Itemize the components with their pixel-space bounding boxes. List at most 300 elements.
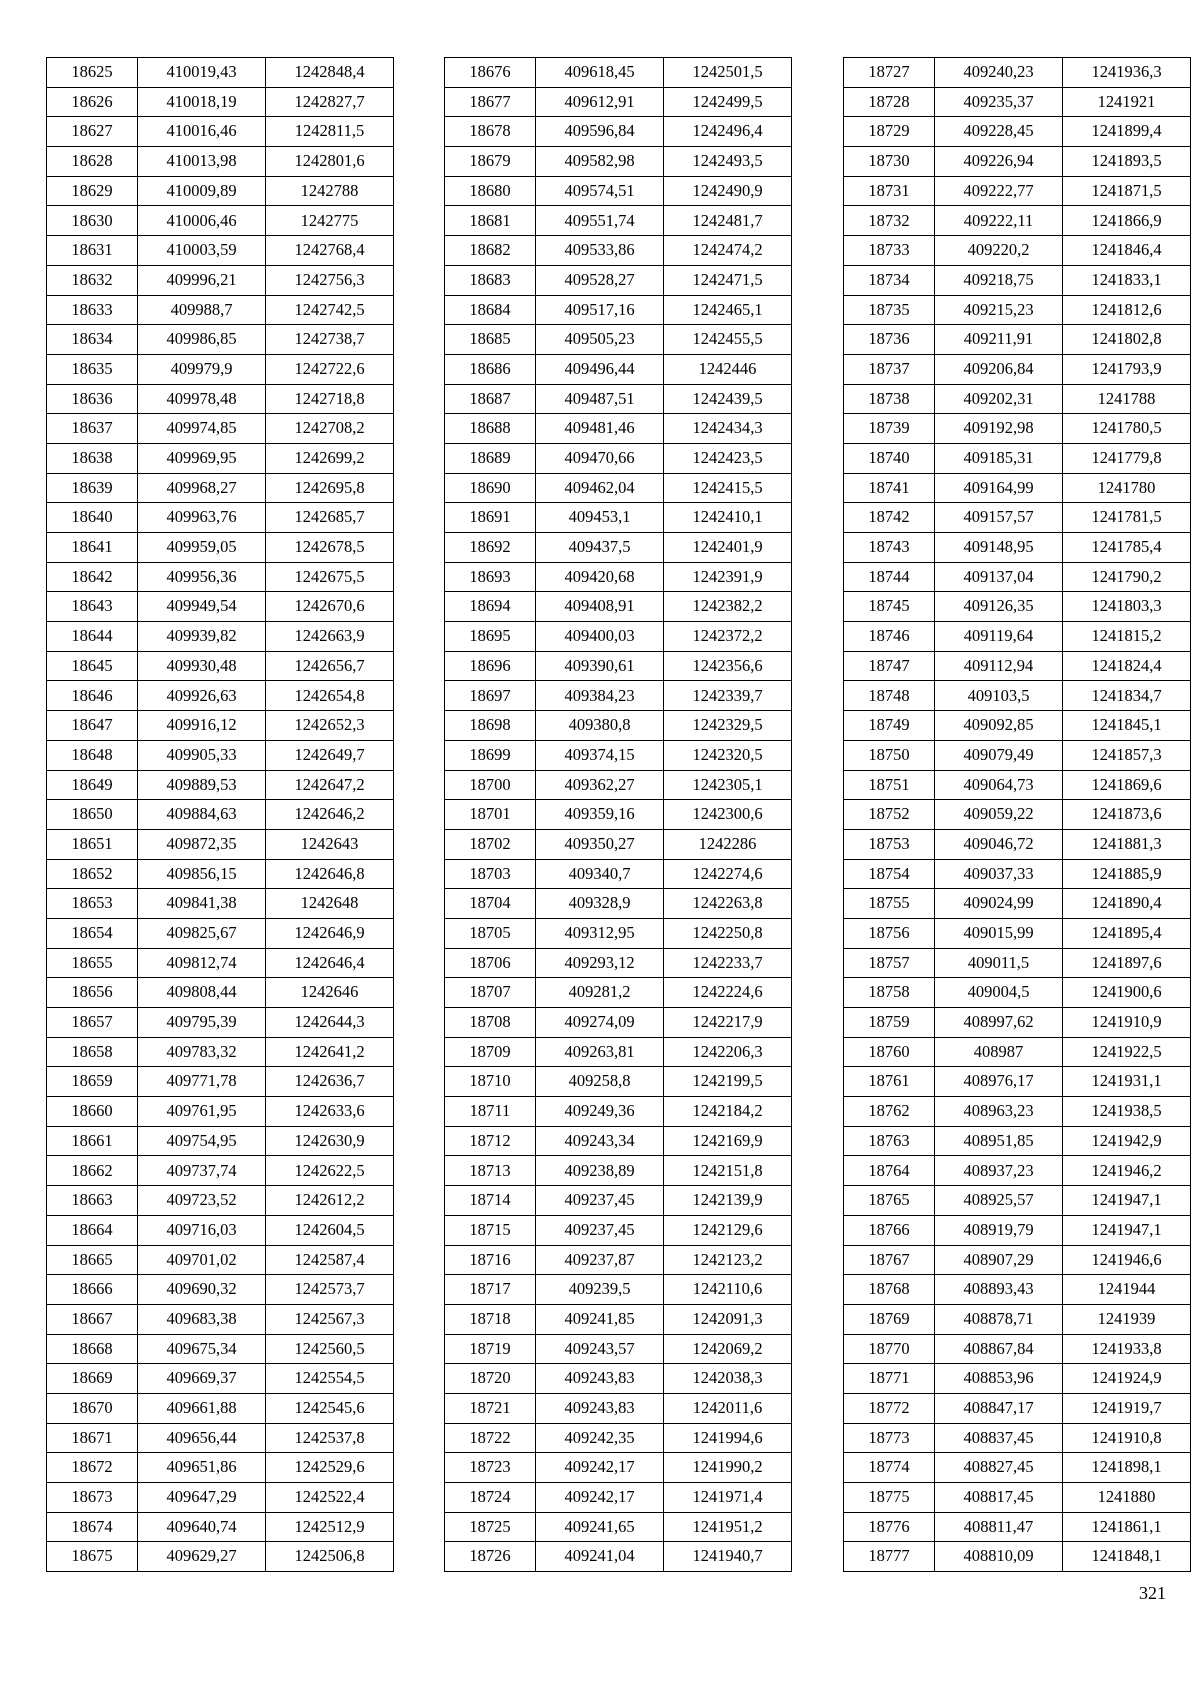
table-row [844,325,1191,355]
table-row [844,176,1191,206]
y-coordinate-cell: 1242678,5 [266,533,394,563]
point-number-cell: 18736 [844,325,935,355]
y-coordinate-cell: 1241951,2 [664,1512,792,1542]
table-row [844,948,1191,978]
x-coordinate-cell: 408847,17 [935,1393,1063,1423]
y-coordinate-cell: 1242356,6 [664,651,792,681]
x-coordinate-cell: 409487,51 [536,384,664,414]
x-coordinate-cell: 408997,62 [935,1008,1063,1038]
x-coordinate-cell: 409949,54 [138,592,266,622]
table-row [445,1542,792,1572]
y-coordinate-cell: 1241857,3 [1063,740,1191,770]
point-number-cell: 18669 [47,1364,138,1394]
x-coordinate-cell: 409241,85 [536,1304,664,1334]
y-coordinate-cell: 1241815,2 [1063,622,1191,652]
x-coordinate-cell: 409220,2 [935,236,1063,266]
y-coordinate-cell: 1242567,3 [266,1304,394,1334]
table-row [445,1156,792,1186]
x-coordinate-cell: 409618,45 [536,58,664,88]
table-row [844,1215,1191,1245]
table-row [844,1245,1191,1275]
point-number-cell: 18627 [47,117,138,147]
point-number-cell: 18747 [844,651,935,681]
table-row [445,1037,792,1067]
table-row [47,681,394,711]
y-coordinate-cell: 1241846,4 [1063,236,1191,266]
y-coordinate-cell: 1241994,6 [664,1423,792,1453]
point-number-cell: 18662 [47,1156,138,1186]
x-coordinate-cell: 409856,15 [138,859,266,889]
point-number-cell: 18625 [47,58,138,88]
y-coordinate-cell: 1242656,7 [266,651,394,681]
point-number-cell: 18767 [844,1245,935,1275]
y-coordinate-cell: 1242636,7 [266,1067,394,1097]
point-number-cell: 18742 [844,503,935,533]
table-row [47,1304,394,1334]
table-row [844,206,1191,236]
table-row [844,800,1191,830]
y-coordinate-cell: 1242224,6 [664,978,792,1008]
x-coordinate-cell: 409551,74 [536,206,664,236]
x-coordinate-cell: 409528,27 [536,265,664,295]
table-row [844,1186,1191,1216]
y-coordinate-cell: 1241910,9 [1063,1008,1191,1038]
y-coordinate-cell: 1242630,9 [266,1126,394,1156]
y-coordinate-cell: 1241871,5 [1063,176,1191,206]
point-number-cell: 18719 [445,1334,536,1364]
point-number-cell: 18646 [47,681,138,711]
point-number-cell: 18746 [844,622,935,652]
y-coordinate-cell: 1241944 [1063,1275,1191,1305]
x-coordinate-cell: 409243,34 [536,1126,664,1156]
y-coordinate-cell: 1241895,4 [1063,918,1191,948]
point-number-cell: 18695 [445,622,536,652]
x-coordinate-cell: 409771,78 [138,1067,266,1097]
x-coordinate-cell: 409079,49 [935,740,1063,770]
x-coordinate-cell: 409249,36 [536,1097,664,1127]
x-coordinate-cell: 408951,85 [935,1126,1063,1156]
y-coordinate-cell: 1241947,1 [1063,1215,1191,1245]
y-coordinate-cell: 1242738,7 [266,325,394,355]
x-coordinate-cell: 409222,11 [935,206,1063,236]
x-coordinate-cell: 409969,95 [138,443,266,473]
point-number-cell: 18723 [445,1453,536,1483]
table-row [47,58,394,88]
point-number-cell: 18641 [47,533,138,563]
y-coordinate-cell: 1241885,9 [1063,859,1191,889]
table-row [47,948,394,978]
table-row [844,1393,1191,1423]
y-coordinate-cell: 1241880 [1063,1483,1191,1513]
y-coordinate-cell: 1242775 [266,206,394,236]
y-coordinate-cell: 1242827,7 [266,87,394,117]
table-row [445,740,792,770]
point-number-cell: 18711 [445,1097,536,1127]
table-row [47,87,394,117]
table-row [47,384,394,414]
table-row [445,1364,792,1394]
table-row [844,1156,1191,1186]
table-row [445,1245,792,1275]
point-number-cell: 18775 [844,1483,935,1513]
point-number-cell: 18631 [47,236,138,266]
point-number-cell: 18651 [47,829,138,859]
point-number-cell: 18777 [844,1542,935,1572]
x-coordinate-cell: 409462,04 [536,473,664,503]
x-coordinate-cell: 409384,23 [536,681,664,711]
x-coordinate-cell: 410006,46 [138,206,266,236]
point-number-cell: 18748 [844,681,935,711]
point-number-cell: 18690 [445,473,536,503]
table-row [445,918,792,948]
point-number-cell: 18647 [47,711,138,741]
point-number-cell: 18664 [47,1215,138,1245]
table-row [844,58,1191,88]
y-coordinate-cell: 1241803,3 [1063,592,1191,622]
y-coordinate-cell: 1242184,2 [664,1097,792,1127]
table-row [445,1186,792,1216]
table-row [844,918,1191,948]
x-coordinate-cell: 409185,31 [935,443,1063,473]
x-coordinate-cell: 409629,27 [138,1542,266,1572]
x-coordinate-cell: 409926,63 [138,681,266,711]
y-coordinate-cell: 1241848,1 [1063,1542,1191,1572]
point-number-cell: 18672 [47,1453,138,1483]
x-coordinate-cell: 409092,85 [935,711,1063,741]
page-number: 321 [1139,1583,1166,1603]
x-coordinate-cell: 409716,03 [138,1215,266,1245]
point-number-cell: 18679 [445,147,536,177]
x-coordinate-cell: 409437,5 [536,533,664,563]
x-coordinate-cell: 409103,5 [935,681,1063,711]
table-row [47,236,394,266]
point-number-cell: 18732 [844,206,935,236]
y-coordinate-cell: 1241897,6 [1063,948,1191,978]
x-coordinate-cell: 409661,88 [138,1393,266,1423]
point-number-cell: 18657 [47,1008,138,1038]
table-row [47,1334,394,1364]
point-number-cell: 18714 [445,1186,536,1216]
point-number-cell: 18653 [47,889,138,919]
table-row [844,117,1191,147]
table-row [445,770,792,800]
x-coordinate-cell: 409808,44 [138,978,266,1008]
point-number-cell: 18636 [47,384,138,414]
point-number-cell: 18652 [47,859,138,889]
y-coordinate-cell: 1241869,6 [1063,770,1191,800]
point-number-cell: 18642 [47,562,138,592]
x-coordinate-cell: 409046,72 [935,829,1063,859]
y-coordinate-cell: 1242643 [266,829,394,859]
table-row [47,1423,394,1453]
point-number-cell: 18715 [445,1215,536,1245]
x-coordinate-cell: 409701,02 [138,1245,266,1275]
y-coordinate-cell: 1242490,9 [664,176,792,206]
table-row [445,1512,792,1542]
x-coordinate-cell: 409400,03 [536,622,664,652]
y-coordinate-cell: 1242675,5 [266,562,394,592]
x-coordinate-cell: 408867,84 [935,1334,1063,1364]
point-number-cell: 18668 [47,1334,138,1364]
point-number-cell: 18663 [47,1186,138,1216]
point-number-cell: 18712 [445,1126,536,1156]
y-coordinate-cell: 1241861,1 [1063,1512,1191,1542]
point-number-cell: 18745 [844,592,935,622]
y-coordinate-cell: 1242410,1 [664,503,792,533]
x-coordinate-cell: 409243,83 [536,1393,664,1423]
x-coordinate-cell: 409059,22 [935,800,1063,830]
x-coordinate-cell: 409222,77 [935,176,1063,206]
y-coordinate-cell: 1242329,5 [664,711,792,741]
x-coordinate-cell: 408919,79 [935,1215,1063,1245]
table-row [47,473,394,503]
table-row [445,1097,792,1127]
y-coordinate-cell: 1241873,6 [1063,800,1191,830]
x-coordinate-cell: 409312,95 [536,918,664,948]
table-row [445,414,792,444]
table-row [445,651,792,681]
x-coordinate-cell: 409974,85 [138,414,266,444]
point-number-cell: 18728 [844,87,935,117]
y-coordinate-cell: 1241936,3 [1063,58,1191,88]
y-coordinate-cell: 1242648 [266,889,394,919]
x-coordinate-cell: 409340,7 [536,859,664,889]
table-row [445,1393,792,1423]
point-number-cell: 18772 [844,1393,935,1423]
y-coordinate-cell: 1242493,5 [664,147,792,177]
point-number-cell: 18744 [844,562,935,592]
table-row [47,1097,394,1127]
point-number-cell: 18754 [844,859,935,889]
x-coordinate-cell: 408878,71 [935,1304,1063,1334]
y-coordinate-cell: 1242455,5 [664,325,792,355]
table-row [844,1008,1191,1038]
x-coordinate-cell: 409164,99 [935,473,1063,503]
point-number-cell: 18671 [47,1423,138,1453]
x-coordinate-cell: 409930,48 [138,651,266,681]
table-row [844,147,1191,177]
y-coordinate-cell: 1242415,5 [664,473,792,503]
y-coordinate-cell: 1242496,4 [664,117,792,147]
y-coordinate-cell: 1241788 [1063,384,1191,414]
y-coordinate-cell: 1242708,2 [266,414,394,444]
point-number-cell: 18773 [844,1423,935,1453]
point-number-cell: 18639 [47,473,138,503]
table-row [47,354,394,384]
table-row [47,1393,394,1423]
y-coordinate-cell: 1242695,8 [266,473,394,503]
table-row [445,295,792,325]
x-coordinate-cell: 409884,63 [138,800,266,830]
table-row [445,354,792,384]
table-row [844,1067,1191,1097]
table-row [47,1037,394,1067]
y-coordinate-cell: 1242339,7 [664,681,792,711]
point-number-cell: 18729 [844,117,935,147]
point-number-cell: 18727 [844,58,935,88]
table-row [47,533,394,563]
table-row [445,592,792,622]
point-number-cell: 18654 [47,918,138,948]
x-coordinate-cell: 408963,23 [935,1097,1063,1127]
point-number-cell: 18709 [445,1037,536,1067]
y-coordinate-cell: 1242604,5 [266,1215,394,1245]
point-number-cell: 18645 [47,651,138,681]
table-row [844,1423,1191,1453]
x-coordinate-cell: 409211,91 [935,325,1063,355]
table-row [445,384,792,414]
point-number-cell: 18733 [844,236,935,266]
point-number-cell: 18762 [844,1097,935,1127]
x-coordinate-cell: 409420,68 [536,562,664,592]
y-coordinate-cell: 1242199,5 [664,1067,792,1097]
point-number-cell: 18626 [47,87,138,117]
x-coordinate-cell: 409157,57 [935,503,1063,533]
table-row [445,503,792,533]
x-coordinate-cell: 409916,12 [138,711,266,741]
x-coordinate-cell: 409640,74 [138,1512,266,1542]
x-coordinate-cell: 409647,29 [138,1483,266,1513]
x-coordinate-cell: 409841,38 [138,889,266,919]
point-number-cell: 18693 [445,562,536,592]
table-row [445,978,792,1008]
x-coordinate-cell: 409574,51 [536,176,664,206]
table-row [445,889,792,919]
y-coordinate-cell: 1241942,9 [1063,1126,1191,1156]
y-coordinate-cell: 1241946,6 [1063,1245,1191,1275]
point-number-cell: 18763 [844,1126,935,1156]
table-row [445,711,792,741]
table-row [844,503,1191,533]
table-row [844,473,1191,503]
x-coordinate-cell: 409206,84 [935,354,1063,384]
table-row [47,147,394,177]
point-number-cell: 18670 [47,1393,138,1423]
y-coordinate-cell: 1242139,9 [664,1186,792,1216]
x-coordinate-cell: 408937,23 [935,1156,1063,1186]
point-number-cell: 18674 [47,1512,138,1542]
table-row [844,1275,1191,1305]
point-number-cell: 18633 [47,295,138,325]
point-number-cell: 18707 [445,978,536,1008]
y-coordinate-cell: 1242647,2 [266,770,394,800]
x-coordinate-cell: 409408,91 [536,592,664,622]
table-row [47,295,394,325]
y-coordinate-cell: 1241785,4 [1063,533,1191,563]
y-coordinate-cell: 1242644,3 [266,1008,394,1038]
y-coordinate-cell: 1242217,9 [664,1008,792,1038]
y-coordinate-cell: 1242560,5 [266,1334,394,1364]
x-coordinate-cell: 409988,7 [138,295,266,325]
coordinate-table-1 [46,57,394,1572]
y-coordinate-cell: 1242646,9 [266,918,394,948]
point-number-cell: 18699 [445,740,536,770]
table-row [844,562,1191,592]
point-number-cell: 18759 [844,1008,935,1038]
table-row [445,681,792,711]
y-coordinate-cell: 1242649,7 [266,740,394,770]
y-coordinate-cell: 1242169,9 [664,1126,792,1156]
table-row [47,1453,394,1483]
point-number-cell: 18673 [47,1483,138,1513]
point-number-cell: 18630 [47,206,138,236]
x-coordinate-cell: 409004,5 [935,978,1063,1008]
y-coordinate-cell: 1241971,4 [664,1483,792,1513]
y-coordinate-cell: 1242038,3 [664,1364,792,1394]
x-coordinate-cell: 409505,23 [536,325,664,355]
table-row [844,443,1191,473]
y-coordinate-cell: 1242391,9 [664,562,792,592]
y-coordinate-cell: 1241946,2 [1063,1156,1191,1186]
point-number-cell: 18750 [844,740,935,770]
table-row [445,443,792,473]
y-coordinate-cell: 1242305,1 [664,770,792,800]
y-coordinate-cell: 1241898,1 [1063,1453,1191,1483]
x-coordinate-cell: 408811,47 [935,1512,1063,1542]
y-coordinate-cell: 1241890,4 [1063,889,1191,919]
x-coordinate-cell: 409281,2 [536,978,664,1008]
point-number-cell: 18658 [47,1037,138,1067]
point-number-cell: 18689 [445,443,536,473]
table-row [844,265,1191,295]
point-number-cell: 18666 [47,1275,138,1305]
y-coordinate-cell: 1242446 [664,354,792,384]
x-coordinate-cell: 409202,31 [935,384,1063,414]
x-coordinate-cell: 408976,17 [935,1067,1063,1097]
x-coordinate-cell: 409240,23 [935,58,1063,88]
table-row [844,829,1191,859]
x-coordinate-cell: 409812,74 [138,948,266,978]
x-coordinate-cell: 409978,48 [138,384,266,414]
table-row [445,473,792,503]
point-number-cell: 18691 [445,503,536,533]
point-number-cell: 18675 [47,1542,138,1572]
table-row [844,740,1191,770]
y-coordinate-cell: 1241833,1 [1063,265,1191,295]
y-coordinate-cell: 1242512,9 [266,1512,394,1542]
y-coordinate-cell: 1241919,7 [1063,1393,1191,1423]
x-coordinate-cell: 409754,95 [138,1126,266,1156]
table-row [47,325,394,355]
point-number-cell: 18660 [47,1097,138,1127]
x-coordinate-cell: 409959,05 [138,533,266,563]
y-coordinate-cell: 1241931,1 [1063,1067,1191,1097]
y-coordinate-cell: 1241780,5 [1063,414,1191,444]
coordinate-table-2 [444,57,792,1572]
y-coordinate-cell: 1241921 [1063,87,1191,117]
y-coordinate-cell: 1242011,6 [664,1393,792,1423]
point-number-cell: 18692 [445,533,536,563]
point-number-cell: 18694 [445,592,536,622]
y-coordinate-cell: 1241790,2 [1063,562,1191,592]
point-number-cell: 18640 [47,503,138,533]
point-number-cell: 18710 [445,1067,536,1097]
x-coordinate-cell: 409481,46 [536,414,664,444]
y-coordinate-cell: 1242506,8 [266,1542,394,1572]
x-coordinate-cell: 409723,52 [138,1186,266,1216]
y-coordinate-cell: 1242788 [266,176,394,206]
point-number-cell: 18720 [445,1364,536,1394]
y-coordinate-cell: 1242742,5 [266,295,394,325]
x-coordinate-cell: 409192,98 [935,414,1063,444]
point-number-cell: 18632 [47,265,138,295]
point-number-cell: 18650 [47,800,138,830]
table-row [47,770,394,800]
y-coordinate-cell: 1242320,5 [664,740,792,770]
y-coordinate-cell: 1242474,2 [664,236,792,266]
point-number-cell: 18743 [844,533,935,563]
point-number-cell: 18724 [445,1483,536,1513]
